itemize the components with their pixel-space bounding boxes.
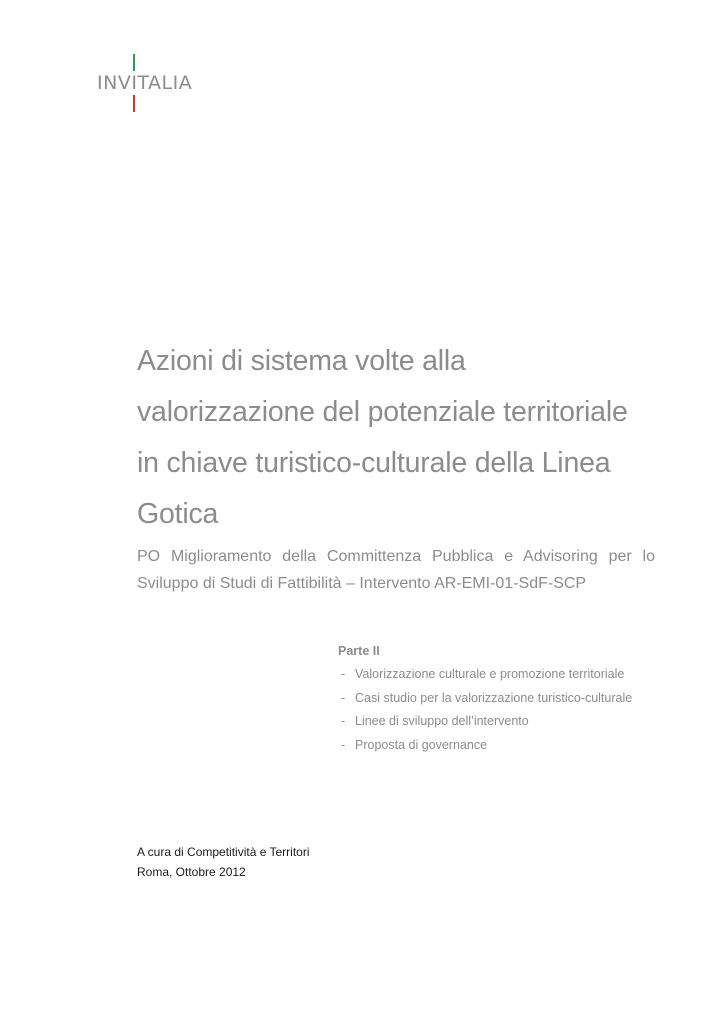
- list-item: [338, 734, 698, 758]
- title-line: in chiave turistico-culturale della Linea: [137, 447, 611, 479]
- list-item: [338, 687, 698, 711]
- title-line: valorizzazione del potenziale territoriale: [137, 396, 628, 428]
- contents-heading: Parte II: [338, 644, 380, 658]
- list-bullet: -: [341, 714, 346, 728]
- author-line: A cura di Competitività e Territori: [137, 845, 310, 859]
- list-item-text: Proposta di governance: [355, 737, 488, 752]
- subtitle-line: PO Miglioramento della Committenza Pubblica e Advisoring per lo: [137, 548, 655, 565]
- document-subtitle: [137, 543, 655, 597]
- subtitle-line: Sviluppo di Studi di Fattibilità – Intervento AR-EMI-01-SdF-SCP: [137, 575, 587, 592]
- contents-section: [338, 640, 698, 757]
- contents-list: [338, 663, 698, 757]
- list-bullet: -: [341, 690, 346, 705]
- list-item-text: Linee di sviluppo dell’intervento: [355, 714, 529, 728]
- list-item: [338, 710, 698, 734]
- list-item-text: Valorizzazione culturale e promozione territoriale: [355, 667, 625, 681]
- document-title: [137, 336, 667, 540]
- list-bullet: -: [341, 667, 346, 681]
- title-line: Gotica: [137, 498, 219, 530]
- logo-text: INVITALIA: [97, 72, 193, 94]
- logo-green-bar: [133, 54, 135, 71]
- invitalia-logo: [97, 52, 207, 116]
- title-line: Azioni di sistema volte alla: [137, 345, 466, 377]
- list-item: [338, 663, 698, 687]
- list-bullet: -: [341, 737, 346, 752]
- title-block: [137, 336, 667, 597]
- logo-red-bar: [133, 95, 135, 112]
- place-date-line: Roma, Ottobre 2012: [137, 865, 246, 879]
- footer-block: [137, 842, 310, 882]
- list-item-text: Casi studio per la valorizzazione turistico-culturale: [355, 690, 633, 705]
